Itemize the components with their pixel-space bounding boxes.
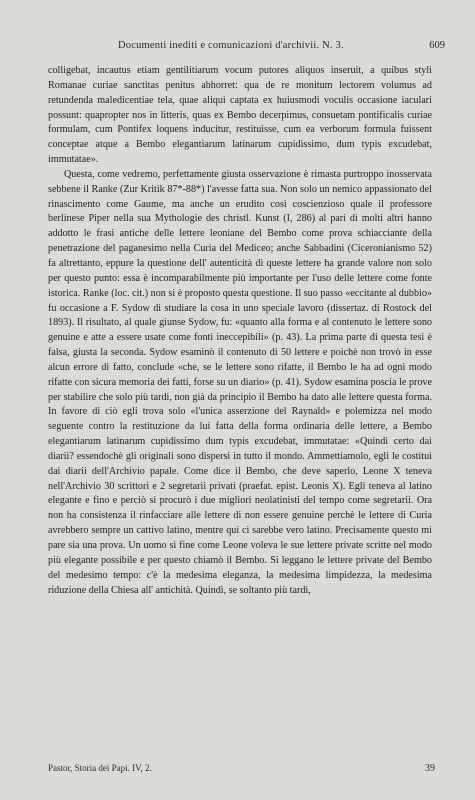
running-title: Documenti inediti e comunicazioni d'archivii. N. 3. <box>118 40 344 51</box>
paragraph-continuation: colligebat, incautus etiam gentilitiarum vocum putores aliquos inseruit, a quibus styli Romanae curiae sanctitas penitus abhorret: qua de re monitum lectorem volumus ad retundenda maledicentiae tela, quae aliqui captata ex huiusmodi voculis occasione iaculari possunt: quapropter nos in litteris, quas ex Bembo decerpimus, consuetam pontificalis curiae formulam, cum Pontifex loquens inducitur, restituisse, cum ea verborum formula fuissent conceptae atque a Bembo elegantiarum latinarum cupidissimo, dum typis excudebat, immutatae». <box>48 65 432 166</box>
signature-number: 39 <box>425 763 435 774</box>
running-header <box>30 40 445 56</box>
signature-footer <box>48 763 435 777</box>
text-body <box>48 64 432 598</box>
paragraph-main: Questa, come vedremo, perfettamente giusta osservazione è rimasta purtroppo inosservata sebbene il Ranke (Zur Kritik 87*-88*) l'avesse fatta sua. Non solo un nemico appassionato del rinascimento come Gaume, ma anche un erudito così coscienzioso quale il professore berlinese Piper nella sua Mythologie des christl. Kunst (I, 286) al pari di molti altri hanno addotto le frasi antiche delle lettere leoniane del Bembo come prova schiacciante della penetrazione del paganesimo nella Curia del Mediceo; anche Sabbadini (Ciceronianismo 52) fa altrettanto, eppure la questione dell' autenticità di queste lettere ha grande valore non solo per questo punto: essa è incomparabilmente più importante per l'uso delle lettere come fonte istorica. Ranke (loc. cit.) non si è proposto questa questione. Il suo passo «eccitante al dubbio» fu occasione a F. Sydow di studiare la cosa in uno speciale lavoro (dissertaz. di Rostock del 1893). Il risultato, al quale giunse Sydow, fu: «quanto alla forma e al contenuto le lettere sono genuine e atte a essere usate come fonti ineccepibili» (p. 43). La prima parte di questa tesi è falsa, giusta la seconda. Sydow esaminò il contenuto di 50 lettere e poichè non trovò in esse alcun errore di fatto, conclude «che, se le lettere sono rifatte, il Bembo le ha ad ogni modo rifatte con sicura memoria dei fatti, forse su un diario» (p. 41). Sydow esamina poscia le prove per stabilire che solo più tardi, non già da principio il Bembo ha dato alle lettere questa forma. In favore di ciò egli trova solo «l'unica asserzione del Raynald» e polemizza nel modo seguente contro la restituzione da lui fatta della forma ordinaria delle lettere, a Bembo elegantiarum latinarum cupidissimo dum typis excudebat, immutatae: «Quindi certo dai diarii? essendochè gli originali sono dispersi in tutto il mondo. Ammettiamolo, egli le costituì dai diarii dell'Archivio papale. Come dice il Bembo, che deve saperlo, Leone X teneva nell'Archivio 30 scrittori e 2 segretarii privati (praefat. epist. Leonis X). Egli teneva al latino elegante e fino e perciò si procurò i due migliori neolatinisti del tempo come segretarii. Ora non ha consistenza il rinfacciare alle lettere di non essere genuine perchè le lettere di Curia avrebbero sempre un cattivo latino, mentre qui ci sarebbe vero latino. Precisamente questo mi pare sia una prova. Un uomo sì fine come Leone voleva le sue lettere private scritte nel modo più elegante possibile e per questo chiamò il Bembo. Si leggano le lettere private del Bembo del medesimo tempo: c'è la medesima eleganza, la medesima limpidezza, la medesima riduzione della Chiesa all' antichità. Quindi, se soltanto più tardi, <box>48 168 432 596</box>
page-number: 609 <box>429 40 445 51</box>
printer-signature: Pastor, Storia dei Papi. IV, 2. <box>48 763 152 773</box>
